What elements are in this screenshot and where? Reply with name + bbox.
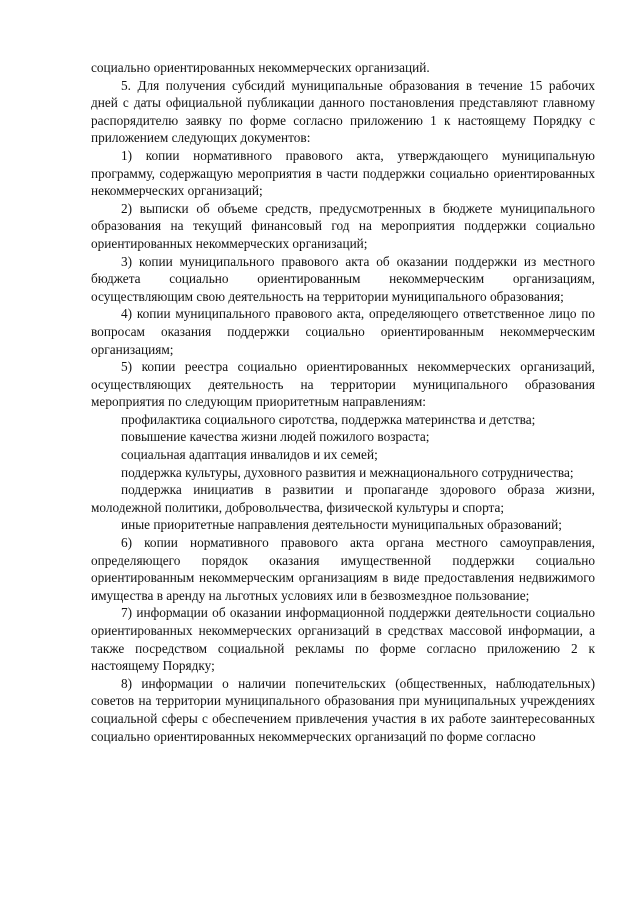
list-item-6: 6) копии нормативного правового акта органа местного самоуправления, определяющего порядок оказания имущественной поддержки социально ориентированным некоммерческим организациям в виде предоставления недвижимого имущества в аренду на льготных условиях или в безвозмездное пользование; — [91, 535, 595, 603]
list-item-2: 2) выписки об объеме средств, предусмотренных в бюджете муниципального образования на текущий финансовый год на мероприятия поддержки социально ориентированных некоммерческих организаций; — [91, 200, 595, 251]
list-item-7: 7) информации об оказании информационной поддержки деятельности социально ориентированных некоммерческих организаций в средствах массовой информации, а также посредством социальной рекламы по форме согласно приложению 2 к настоящему Порядку; — [91, 605, 595, 674]
list-item-4: 4) копии муниципального правового акта, определяющего ответственное лицо по вопросам оказания поддержки социально ориентированным некоммерческим организациям; — [91, 306, 595, 357]
document-body — [91, 59, 595, 745]
list-item-8: 8) информации о наличии попечительских (общественных, наблюдательных) советов на территории муниципального образования при муниципальных учреждениях социальной сферы с обеспечением привлечения участия в их работе заинтересованных социально ориентированных некоммерческих организаций по форме согласно — [91, 675, 595, 744]
direction-item: иные приоритетные направления деятельности муниципальных образований; — [121, 517, 562, 533]
direction-item: социальная адаптация инвалидов и их семей; — [121, 447, 378, 463]
list-item-3: 3) копии муниципального правового акта об оказании поддержки из местного бюджета социально ориентированным некоммерческим организациям, осуществляющим свою деятельность на территории муниципального образования; — [91, 253, 595, 304]
paragraph-item-5: 5. Для получения субсидий муниципальные образования в течение 15 рабочих дней с даты официальной публикации данного постановления представляют главному распорядителю заявку по форме согласно приложению 1 к настоящему Порядку с приложением следующих документов: — [91, 77, 595, 146]
list-item-5: 5) копии реестра социально ориентированных некоммерческих организаций, осуществляющих деятельность на территории муниципального образования мероприятия по следующим приоритетным направлениям: — [91, 359, 595, 410]
list-item-1: 1) копии нормативного правового акта, утверждающего муниципальную программу, содержащую мероприятия в части поддержки социально ориентированных некоммерческих организаций; — [91, 147, 595, 199]
paragraph-continuation: социально ориентированных некоммерческих организаций. — [91, 60, 430, 75]
direction-item: поддержка инициатив в развитии и пропаганде здорового образа жизни, молодежной политики, добровольчества, физической культуры и спорта; — [91, 482, 595, 515]
direction-item: поддержка культуры, духовного развития и межнационального сотрудничества; — [121, 464, 574, 480]
direction-item: профилактика социального сиротства, поддержка материнства и детства; — [121, 411, 536, 427]
direction-item: повышение качества жизни людей пожилого возраста; — [121, 429, 430, 445]
